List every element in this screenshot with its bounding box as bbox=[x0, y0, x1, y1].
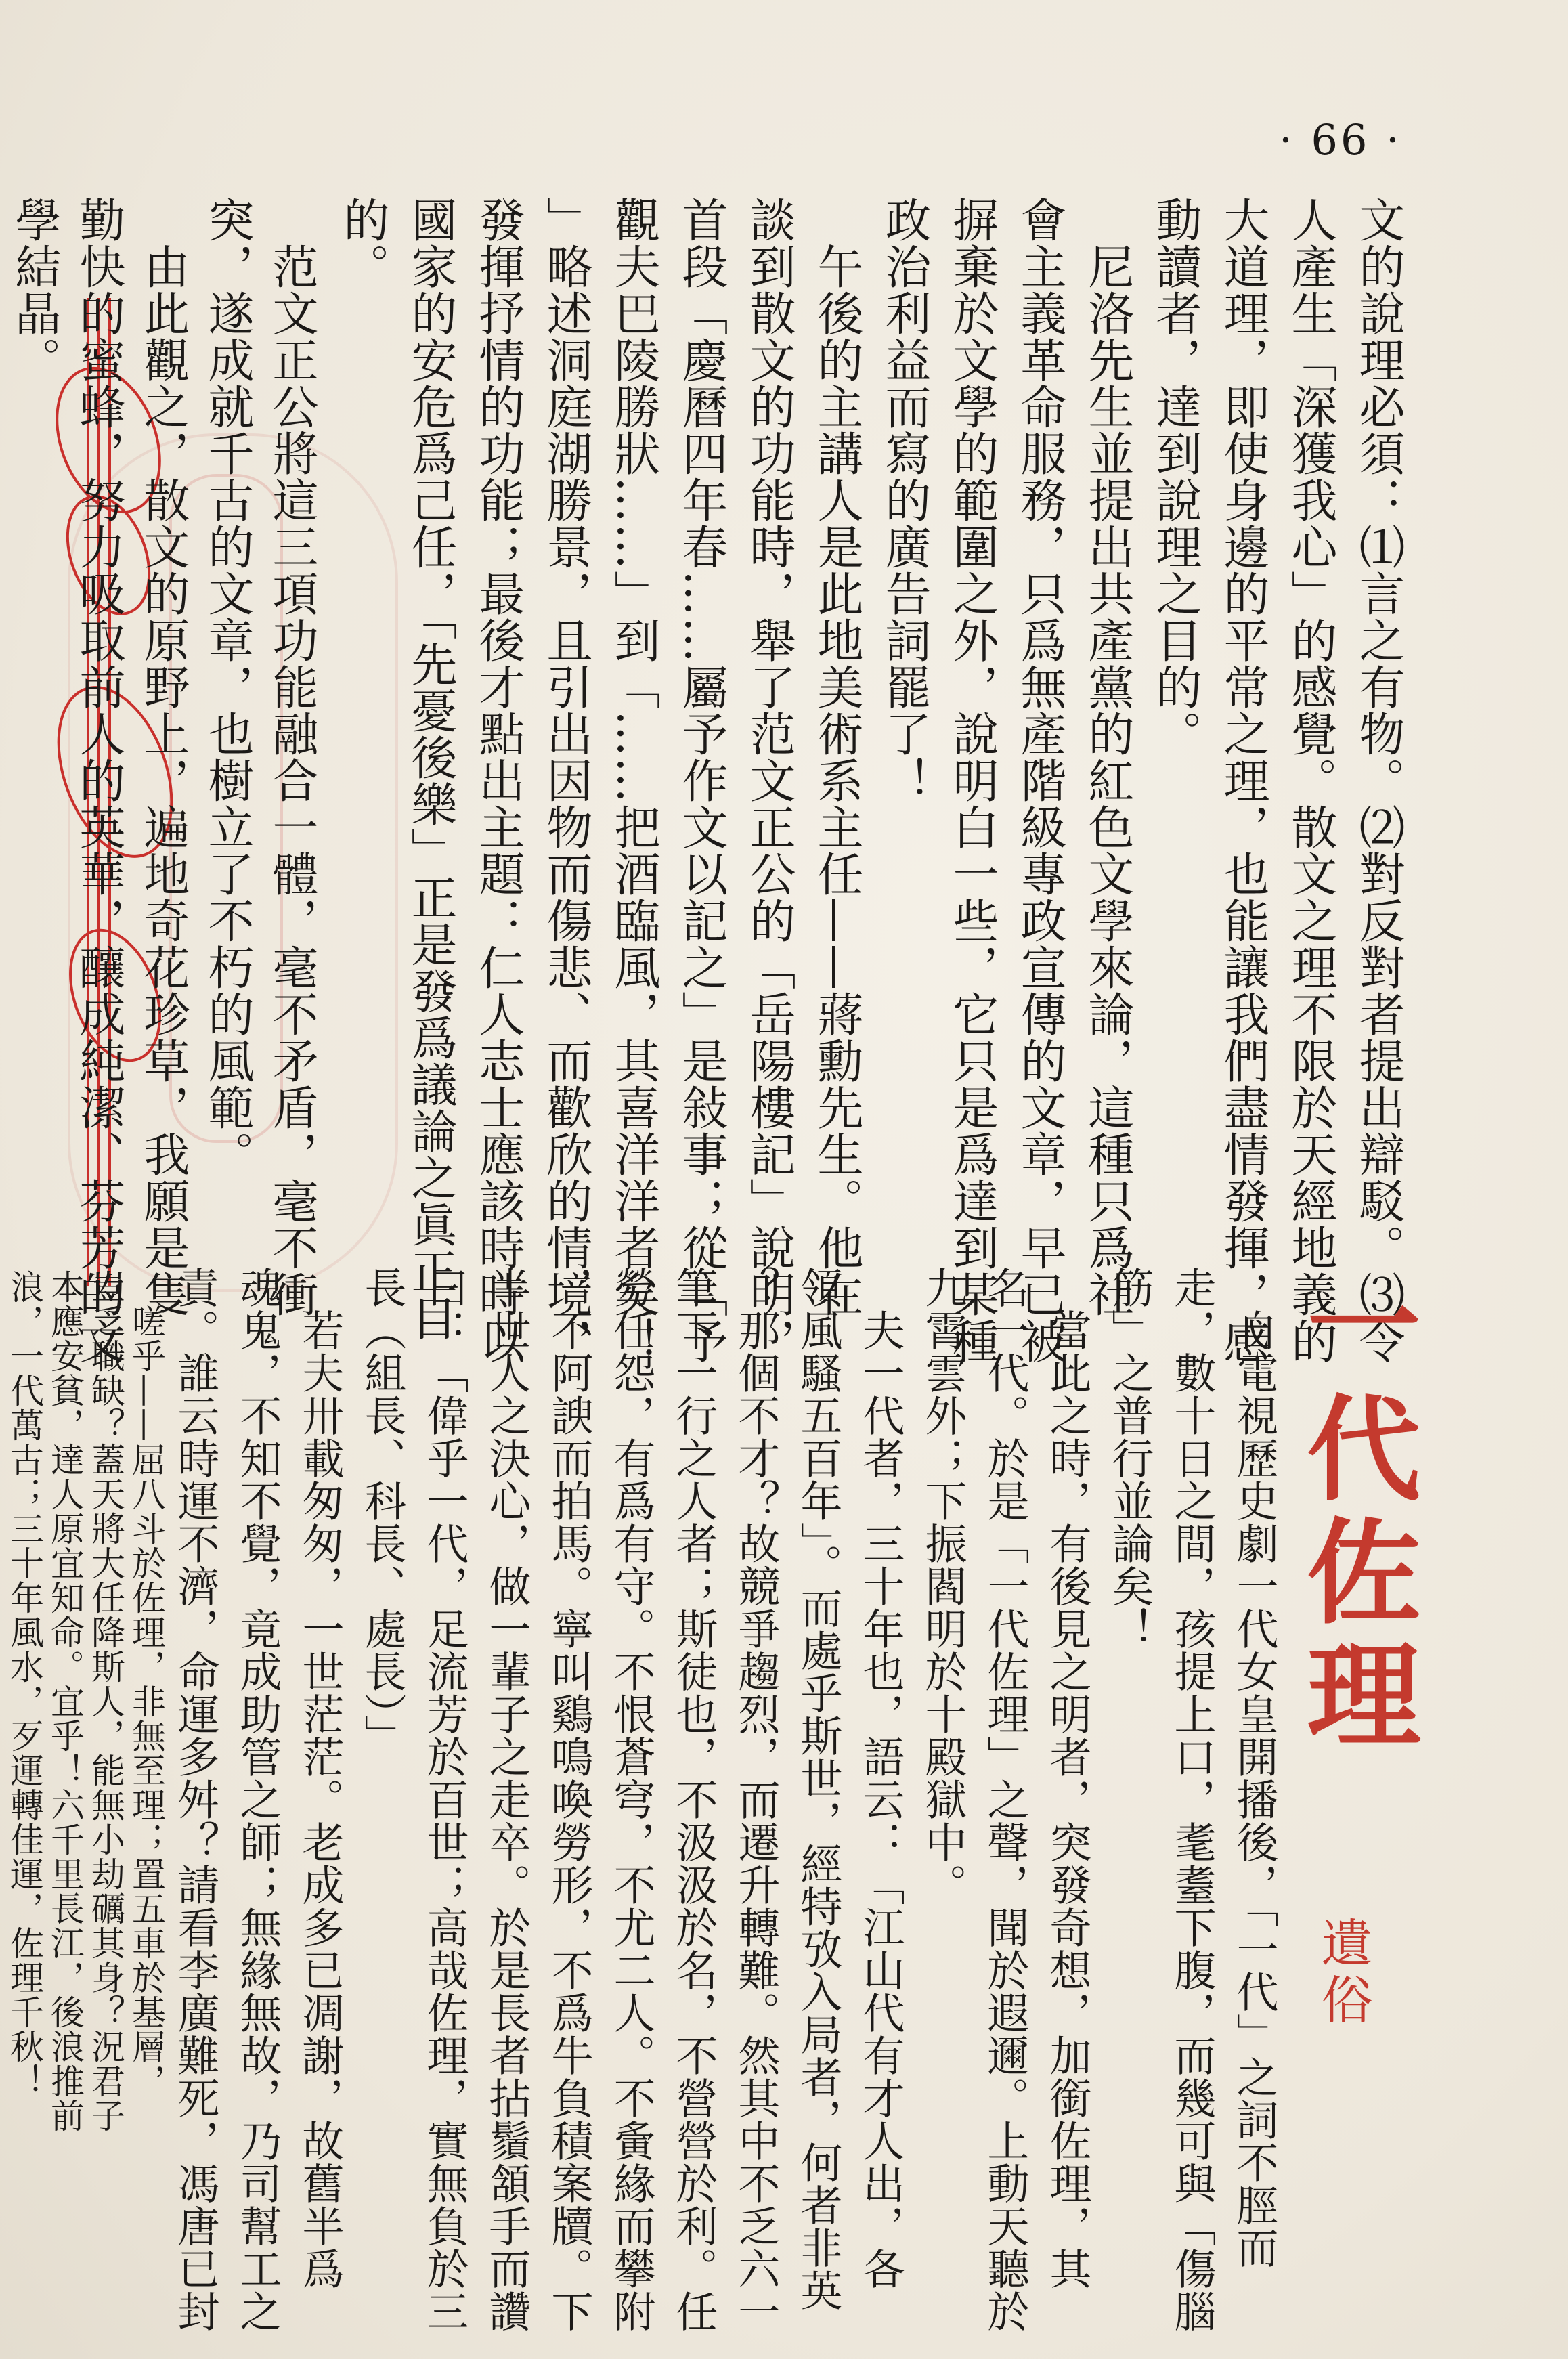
text-column: 自電視歷史劇一代女皇開播後，「一代」之詞不脛而 bbox=[1229, 1266, 1279, 2269]
text-column: ，不阿諛而拍馬。寧叫鷄鳴喚勞形，不爲牛負積案牘。下 bbox=[544, 1266, 594, 2333]
text-column: 政治利益而寫的廣告詞罷了！ bbox=[877, 196, 931, 804]
text-column: 筆下一行之人者；斯徒也，不汲汲於名，不營營於利。任 bbox=[669, 1266, 718, 2333]
text-column: 會主義革命服務，只爲無產階級專政宣傳的文章，早已被 bbox=[1013, 196, 1066, 1364]
text-column: 領風騷五百年」。而處乎斯世，經特攷入局者，何者非英 bbox=[793, 1266, 843, 2312]
text-column: 國家的安危爲己任，「先憂後樂」正是發爲議論之眞正目 bbox=[404, 196, 457, 1341]
text-column: 夫一代者，三十年也，語云：「江山代有才人出，各 bbox=[856, 1266, 905, 2290]
text-column: 嗟乎——屈八斗於佐理，非無至理；置五車於基層， bbox=[127, 1270, 166, 2098]
text-column bbox=[4, 1270, 45, 2285]
text-column: 豈乏職缺？蓋天將大任降斯人，能無小劫礪其身？況君子 bbox=[86, 1270, 125, 2133]
text-column: 大道理，即使身邊的平常之理，也能讓我們盡情發揮，感 bbox=[1216, 196, 1269, 1364]
article-author: 遺俗 bbox=[1313, 1916, 1373, 2030]
text-column: 摒棄於文學的範圍之外，說明白一些，它只是爲達到某種 bbox=[945, 196, 999, 1364]
text-column: 首段「慶曆四年春……屬予作文以記之」是敍事；從「予 bbox=[674, 196, 728, 1364]
text-column: 觀夫巴陵勝狀……」到「……把酒臨風，其喜洋洋者矣！ bbox=[607, 196, 660, 1364]
text-column: 九霄雲外；下振閻明於十殿獄中。 bbox=[918, 1266, 967, 1906]
text-column: 文的說理必須：⑴言之有物。⑵對反對者提出辯駁。⑶令 bbox=[1351, 196, 1405, 1364]
text-column: 」略述洞庭湖勝景，且引出因物而傷悲、而歡欣的情境， bbox=[539, 196, 592, 1364]
text-column: 勞任怨，有爲有守。不恨蒼穹，不尤二人。不夤緣而攀附 bbox=[607, 1266, 656, 2333]
page-number: · 66 · bbox=[1279, 115, 1402, 165]
text-column: 責。誰云時運不濟，命運多舛？請看李廣難死，馮唐已封 bbox=[171, 1266, 220, 2333]
text-column: 名一代。於是「一代佐理」之聲，聞於遐邇。上動天聽於 bbox=[980, 1266, 1030, 2333]
text-column: 曰：「偉乎一代，足流芳於百世；高哉佐理，實無負於三 bbox=[420, 1266, 469, 2333]
text-column: 走，數十日之間，孩提上口，耄耋下腹，而幾可與「傷腦 bbox=[1167, 1266, 1217, 2333]
text-column-continued: 浪，一代萬古；三十年風水，歹運轉佳運，佐理千秋！ bbox=[5, 1270, 44, 2098]
text-column: 筋」之普行並論矣！ bbox=[1105, 1266, 1154, 1650]
text-column: 動讀者，達到說理之目的。 bbox=[1148, 196, 1202, 757]
text-column: 談到散文的功能時，舉了范文正公的「岳陽樓記」說明， bbox=[742, 196, 796, 1364]
text-column: 范文正公將這三項功能融合一體，毫不矛盾，毫不衝 bbox=[265, 196, 318, 1318]
text-column: 發揮抒情的功能；最後才點出主題：仁人志士應該時時以 bbox=[471, 196, 525, 1364]
article-title: 一代佐理 bbox=[1288, 1266, 1422, 1759]
text-column: 當此之時，有後見之明者，突發奇想，加銜佐理，其 bbox=[1043, 1266, 1092, 2290]
text-column: 突，遂成就千古的文章，也樹立了不朽的風範。 bbox=[200, 196, 254, 1177]
text-column: 學結晶。 bbox=[7, 196, 61, 383]
text-column: 長（組長、科長、處長）」 bbox=[357, 1266, 407, 1757]
text-column: 午後的主講人是此地美術系主任——蔣勳先生。他在 bbox=[810, 196, 863, 1318]
text-column: 若夫卅載匆匆，一世茫茫。老成多已凋謝，故舊半爲 bbox=[295, 1266, 345, 2290]
text-column: ？那個不才？故競爭趨烈，而遷升轉難。然其中不乏六一 bbox=[731, 1266, 781, 2333]
text-column: 半世人之決心，做一輩子之走卒。於是長者拈鬚頷手而讚 bbox=[482, 1266, 531, 2333]
text-column: 尼洛先生並提出共產黨的紅色文學來論，這種只爲社 bbox=[1081, 196, 1134, 1318]
text-column: 魂鬼，不知不覺，竟成助管之師；無緣無故，乃司幫工之 bbox=[233, 1266, 282, 2333]
text-column: 的。 bbox=[336, 196, 389, 290]
text-column: 勤快的蜜蜂，努力吸取前人的英華，釀成純潔、芬芳的文 bbox=[72, 196, 125, 1364]
text-column: 本應安貧，達人原宜知命。宜乎！六千里長江，後浪推前 bbox=[45, 1270, 85, 2133]
text-column: 人產生「深獲我心」的感覺。散文之理不限於天經地義的 bbox=[1284, 196, 1337, 1364]
text-column: 由此觀之，散文的原野上，遍地奇花珍草，我願是隻 bbox=[136, 196, 190, 1318]
